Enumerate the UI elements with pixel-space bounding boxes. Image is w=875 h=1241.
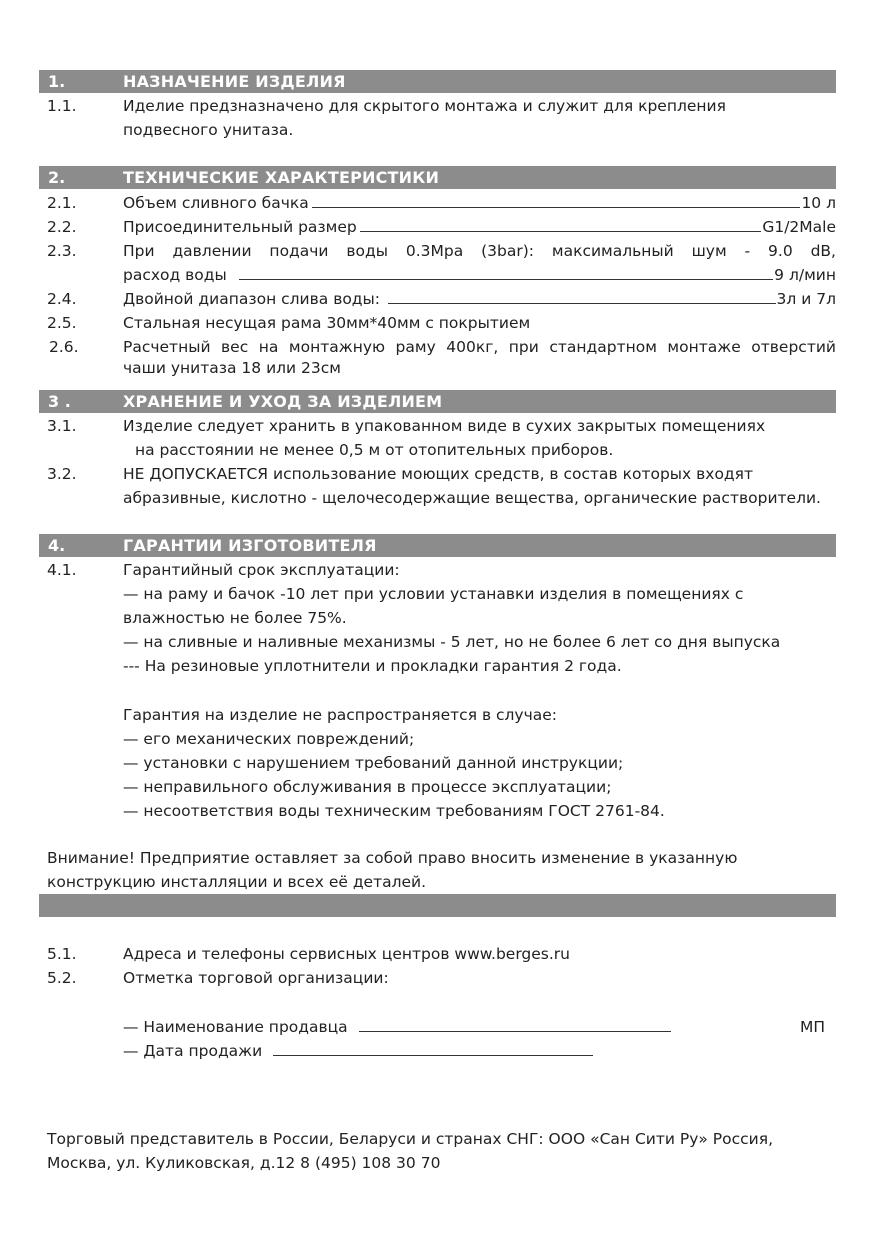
item-number: 2.2. [47, 218, 77, 236]
item-number: 4.1. [47, 561, 77, 579]
sale-date-field [123, 1039, 593, 1063]
section-1-header [39, 70, 836, 93]
warranty-line: --- На резиновые уплотнители и прокладки гарантия 2 года. [123, 657, 622, 675]
exclusion-item: — установки с нарушением требований данной инструкции; [123, 754, 624, 772]
stamp-place: МП [800, 1018, 826, 1036]
spec-value: 3л и 7л [776, 290, 836, 308]
spec-label: Объем сливного бачка [123, 194, 309, 212]
item-text: подвесного унитаза. [123, 121, 294, 139]
section-title: НАЗНАЧЕНИЕ ИЗДЕЛИЯ [123, 72, 346, 91]
warranty-line: — на раму и бачок -10 лет при условии устанавки изделия в помещениях с [123, 585, 744, 603]
item-number: 2.6. [49, 338, 79, 356]
date-label: — Дата продажи [123, 1042, 263, 1060]
exclusion-item: — неправильного обслуживания в процессе эксплуатации; [123, 778, 612, 796]
section-title: ХРАНЕНИЕ И УХОД ЗА ИЗДЕЛИЕМ [123, 392, 443, 411]
item-number: 5.1. [47, 945, 77, 963]
item-text: Расчетный вес на монтажную раму 400кг, при стандартном монтаже отверстий [123, 338, 836, 356]
warranty-line: влажностью не более 75%. [123, 609, 347, 627]
item-number: 1.1. [47, 97, 77, 115]
item-text: Изделие следует хранить в упакованном виде в сухих закрытых помещениях [123, 417, 766, 435]
item-text: на расстоянии не менее 0,5 м от отопительных приборов. [135, 441, 614, 459]
item-number: 5.2. [47, 969, 77, 987]
item-number: 3.2. [47, 465, 77, 483]
spec-label: расход воды [123, 266, 227, 284]
spec-connection-size [123, 215, 836, 239]
exclusion-item: — его механических повреждений; [123, 730, 415, 748]
seller-fill-line [359, 1016, 671, 1032]
spec-value: 9 л/мин [774, 266, 836, 284]
item-text: абразивные, кислотно - щелочесодержащие вещества, органические растворители. [123, 489, 821, 507]
item-text: НЕ ДОПУСКАЕТСЯ использование моющих средств, в состав которых входят [123, 465, 754, 483]
spec-tank-volume [123, 191, 836, 215]
exclusion-item: — несоответствия воды техническим требованиям ГОСТ 2761-84. [123, 802, 665, 820]
item-text: чаши унитаза 18 или 23см [123, 359, 341, 377]
spec-dual-flush [123, 287, 836, 311]
spec-label: Двойной диапазон слива воды: [123, 290, 380, 308]
exclusions-title: Гарантия на изделие не распространяется в случае: [123, 706, 558, 724]
fill-line [388, 288, 776, 304]
spec-label: Присоединительный размер [123, 218, 357, 236]
item-number: 2.1. [47, 194, 77, 212]
section-title: ТЕХНИЧЕСКИЕ ХАРАКТЕРИСТИКИ [123, 168, 440, 187]
spec-water-flow [123, 263, 836, 287]
section-number: 4. [48, 536, 66, 555]
item-text: Иделие предзназначено для скрытого монтажа и служит для крепления [123, 97, 726, 115]
warranty-line: — на сливные и наливные механизмы - 5 лет, но не более 6 лет со дня выпуска [123, 633, 781, 651]
date-fill-line [273, 1040, 593, 1056]
section-2-header [39, 166, 836, 189]
seller-label: — Наименование продавца [123, 1018, 348, 1036]
trade-mark-text: Отметка торговой организации: [123, 969, 389, 987]
item-number: 2.5. [47, 314, 77, 332]
spec-value: 10 л [801, 194, 836, 212]
section-number: 1. [48, 72, 66, 91]
notice-text: конструкцию инсталляции и всех её деталей. [47, 873, 427, 891]
fill-line [360, 216, 762, 232]
spec-value: G1/2Male [762, 218, 836, 236]
section-4-header [39, 534, 836, 557]
item-number: 3.1. [47, 417, 77, 435]
section-number: 2. [48, 168, 66, 187]
fill-line [239, 264, 773, 280]
section-5-header [39, 894, 836, 917]
section-title: ГАРАНТИИ ИЗГОТОВИТЕЛЯ [123, 536, 377, 555]
item-text: Стальная несущая рама 30мм*40мм с покрытием [123, 314, 531, 332]
footer-text: Москва, ул. Куликовская, д.12 8 (495) 108 30 70 [47, 1154, 441, 1172]
notice-text: Внимание! Предприятие оставляет за собой право вносить изменение в указанную [47, 849, 738, 867]
seller-name-field [123, 1015, 671, 1039]
section-3-header [39, 390, 836, 413]
warranty-title: Гарантийный срок эксплуатации: [123, 561, 400, 579]
fill-line [312, 192, 801, 208]
section-number: 3 . [48, 392, 71, 411]
item-text: При давлении подачи воды 0.3Mpa (3bar): максимальный шум - 9.0 dB, [123, 242, 836, 260]
footer-text: Торговый представитель в России, Беларуси и странах СНГ: ООО «Сан Сити Ру» Россия, [47, 1130, 774, 1148]
item-number: 2.4. [47, 290, 77, 308]
item-number: 2.3. [47, 242, 77, 260]
service-centers-text: Адреса и телефоны сервисных центров www.berges.ru [123, 945, 571, 963]
